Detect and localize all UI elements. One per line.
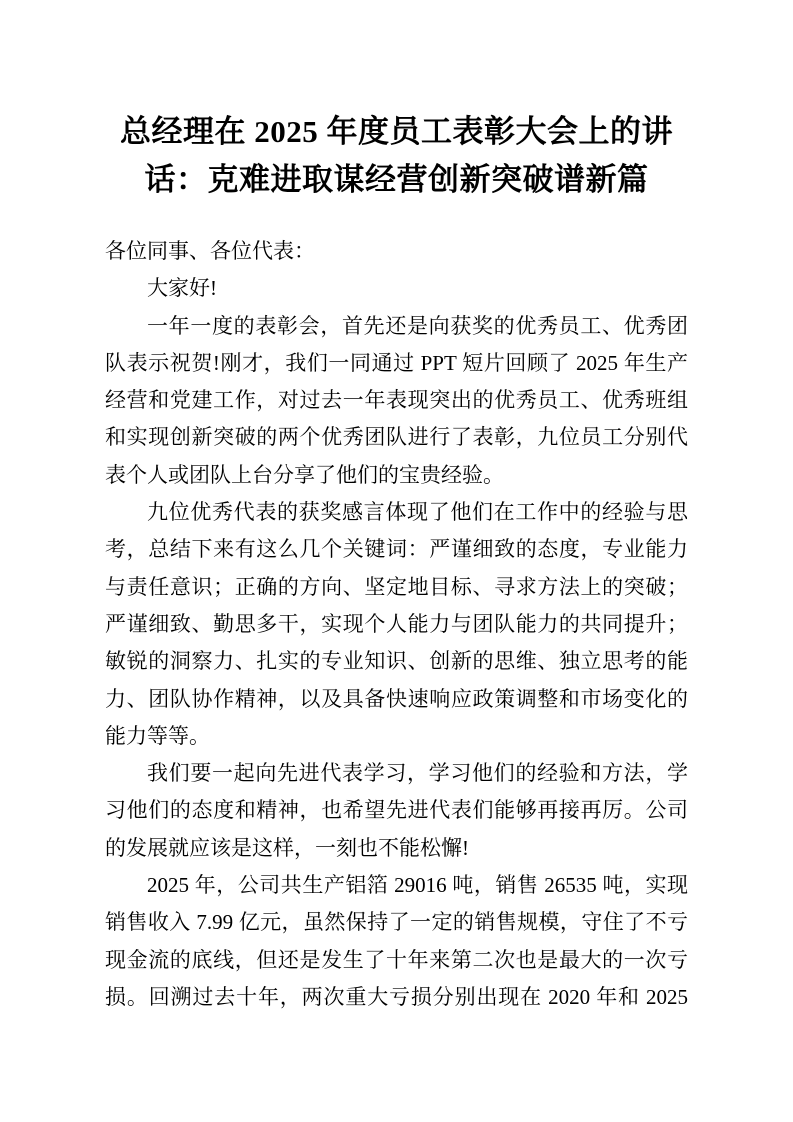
body-line: 现金流的底线，但还是发生了十年来第二次也是最大的一次亏 (105, 947, 688, 972)
body-line: 考，总结下来有这么几个关键词：严谨细致的态度，专业能力 (105, 537, 688, 562)
body-line: 一年一度的表彰会，首先还是向获奖的优秀员工、优秀团 (147, 313, 688, 338)
title-line: 总经理在 2025 年度员工表彰大会上的讲 (120, 114, 673, 149)
body-line: 表个人或团队上台分享了他们的宝贵经验。 (105, 462, 504, 487)
document-body (105, 233, 688, 1016)
body-line-salutation: 各位同事、各位代表： (105, 239, 315, 263)
body-line: 与责任意识；正确的方向、坚定地目标、寻求方法上的突破； (105, 574, 688, 599)
body-line: 和实现创新突破的两个优秀团队进行了表彰，九位员工分别代 (105, 425, 688, 450)
body-line: 能力等等。 (105, 723, 210, 748)
body-line: 敏锐的洞察力、扎实的专业知识、创新的思维、独立思考的能 (105, 649, 688, 674)
body-line: 严谨细致、勤思多干，实现个人能力与团队能力的共同提升； (105, 611, 688, 636)
body-line: 队表示祝贺!刚才，我们一同通过 PPT 短片回顾了 2025 年生产 (105, 350, 688, 375)
body-line: 我们要一起向先进代表学习，学习他们的经验和方法，学 (147, 761, 688, 786)
body-line: 销售收入 7.99 亿元，虽然保持了一定的销售规模，守住了不亏 (105, 910, 688, 935)
body-line-greeting: 大家好! (147, 276, 217, 301)
title-line: 话：克难进取谋经营创新突破谱新篇 (144, 162, 649, 197)
body-line: 2025 年，公司共生产铝箔 29016 吨，销售 26535 吨，实现 (147, 873, 688, 898)
body-line: 损。回溯过去十年，两次重大亏损分别出现在 2020 年和 2025 (105, 984, 688, 1009)
body-line: 力、团队协作精神，以及具备快速响应政策调整和市场变化的 (105, 686, 688, 711)
body-line: 的发展就应该是这样，一刻也不能松懈! (105, 835, 469, 860)
body-line: 经营和党建工作，对过去一年表现突出的优秀员工、优秀班组 (105, 388, 688, 413)
body-line: 九位优秀代表的获奖感言体现了他们在工作中的经验与思 (147, 500, 688, 525)
document-title (105, 108, 688, 204)
body-line: 习他们的态度和精神，也希望先进代表们能够再接再厉。公司 (105, 798, 688, 823)
